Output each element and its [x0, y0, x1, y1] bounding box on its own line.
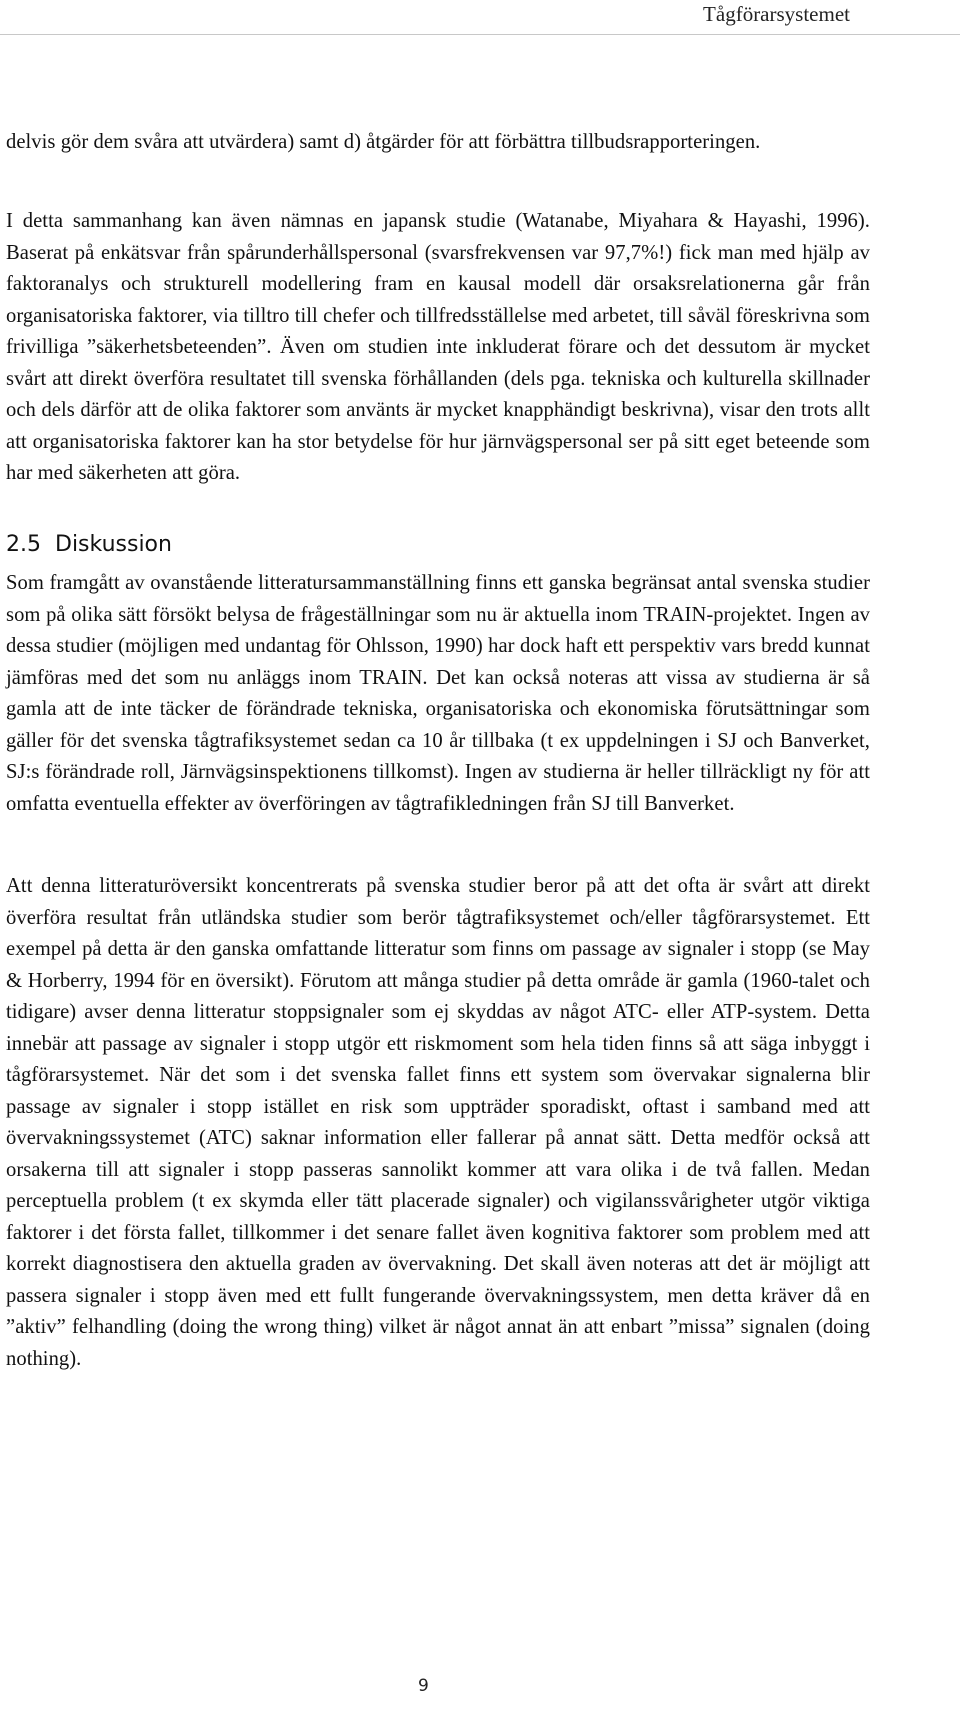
section-title: Diskussion: [55, 532, 172, 557]
header-divider: [0, 34, 960, 35]
section-number: 2.5: [6, 532, 41, 557]
paragraph-continuation: delvis gör dem svåra att utvärdera) samt d) åtgärder för att förbättra tillbudsrapporteringen.: [6, 131, 761, 153]
paragraph-discussion: Som framgått av ovanstående litteratursammanställning finns ett ganska begränsat antal svenska studier som på olika sätt försökt belysa de frågeställningar som nu är aktuella inom TRAIN-projektet. Ingen av dessa studier (möjligen med undantag för Ohlsson, 1990) har dock haft ett perspektiv vars bredd kunnat jämföras med det som nu anläggs inom TRAIN. Det kan också noteras att vissa av studierna är så gamla att de inte täcker de förändrade tekniska, organisatoriska och ekonomiska förutsättningar som gäller för det svenska tågtrafiksystemet sedan ca 10 år tillbaka (t ex uppdelningen i SJ och Banverket, SJ:s förändrade roll, Järnvägsinspektionens tillkomst). Ingen av studierna är heller tillräckligt ny för att omfatta eventuella effekter av överföringen av tågtrafikledningen från SJ till Banverket.: [6, 572, 870, 815]
running-header-title: Tågförarsystemet: [703, 2, 850, 26]
page-number: 9: [418, 1676, 429, 1696]
paragraph-literature-focus: Att denna litteraturöversikt koncentrerats på svenska studier beror på att det ofta är svårt att direkt överföra resultat från utländska studier som berör tågtrafiksystemet och/eller tågförarsystemet. Ett exempel på detta är den ganska omfattande litteratur som finns om passage av signaler i stopp (se May & Horberry, 1994 för en översikt). Förutom att många studier på detta område är gamla (1960-talet och tidigare) avser denna litteratur stoppsignaler som ej skyddas av något ATC- eller ATP-system. Detta innebär att passage av signaler i stopp utgör ett riskmoment som hela tiden finns så att säga inbyggt i tågförarsystemet. När det som i det svenska fallet finns ett system som övervakar signalerna blir passage av signaler i stopp istället en risk som uppträder sporadiskt, oftast i samband med att övervakningssystemet (ATC) saknar information eller fallerar på annat sätt. Detta medför också att orsakerna till att signaler i stopp passeras sannolikt kommer att vara olika i de två fallen. Medan perceptuella problem (t ex skymda eller tätt placerade signaler) och vigilanssvårigheter utgör viktiga faktorer i det första fallet, tillkommer i det senare fallet även kognitiva faktorer som problem med att korrekt diagnostisera den aktuella graden av övervakning. Det skall även noteras att det är möjligt att passera signaler i stopp även med ett fullt fungerande övervakningssystem, men detta kräver då en ”aktiv” felhandling (doing the wrong thing) vilket är något annat än att enbart ”missa” signalen (doing nothing).: [6, 875, 870, 1370]
section-heading: [6, 530, 172, 560]
paragraph-japanese-study: I detta sammanhang kan även nämnas en japansk studie (Watanabe, Miyahara & Hayashi, 1996). Baserat på enkätsvar från spårunderhållspersonal (svarsfrekvensen var 97,7%!) fick man med hjälp av faktoranalys och strukturell modellering fram en kausal modell där orsaksrelationerna går från organisatoriska faktorer, via tilltro till chefer och tillfredsställelse med arbetet, till såväl föreskrivna som frivilliga ”säkerhetsbeteenden”. Även om studien inte inkluderat förare och det dessutom är mycket svårt att direkt överföra resultatet till svenska förhållanden (dels pga. tekniska och kulturella skillnader och dels därför att de olika faktorer som använts är mycket knapphändigt beskrivna), visar den trots allt att organisatoriska faktorer kan ha stor betydelse för hur järnvägspersonal ser på sitt eget beteende som har med säkerheten att göra.: [6, 210, 870, 484]
